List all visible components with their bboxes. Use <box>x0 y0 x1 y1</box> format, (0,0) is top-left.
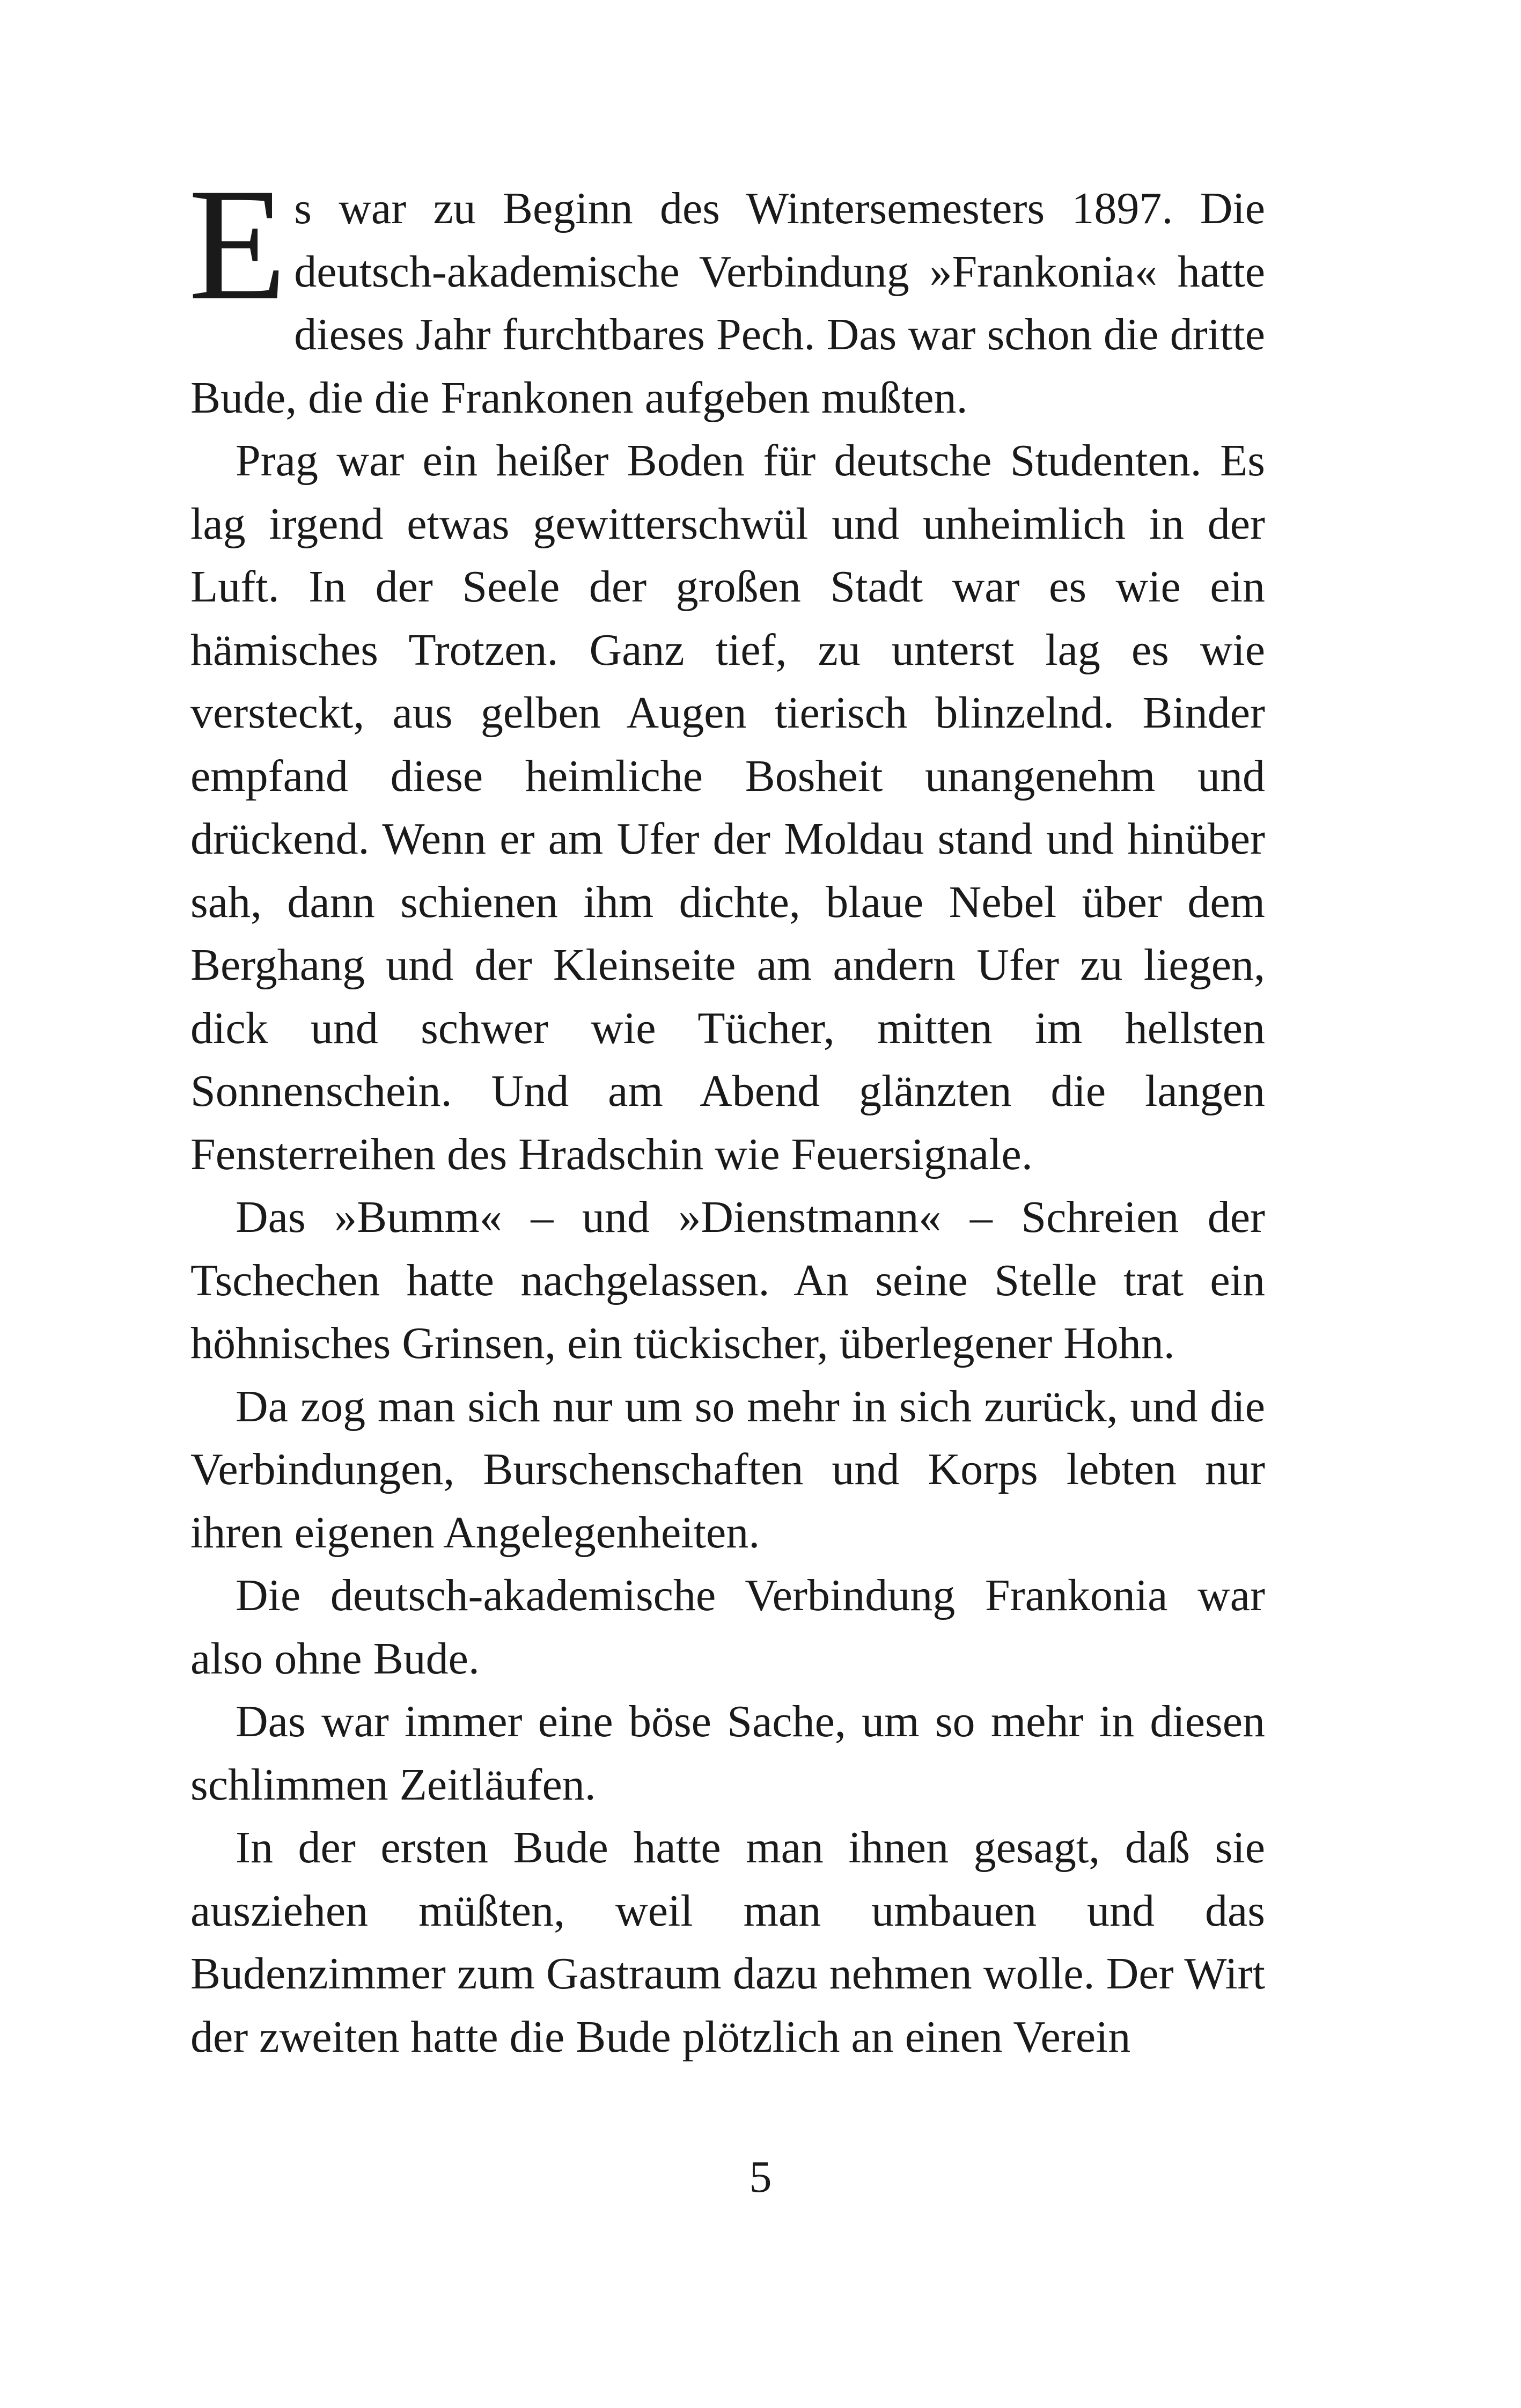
paragraph-6: Das war immer eine böse Sache, um so mehr in diesen schlimmen Zeitläufen. <box>190 1697 1265 1810</box>
page-number: 5 <box>749 2152 772 2202</box>
paragraph-4: Da zog man sich nur um so mehr in sich zurück, und die Verbindungen, Burschenschaften und Korps lebten nur ihren eigenen Angelegenheiten. <box>190 1381 1265 1558</box>
paragraph-7: In der ersten Bude hatte man ihnen gesagt, daß sie ausziehen müßten, weil man umbauen und das Budenzimmer zum Gastraum dazu nehmen wolle. Der Wirt der zweiten hatte die Bude plötzlich an einen Verein <box>190 1823 1265 2062</box>
body-text <box>188 155 1265 2068</box>
paragraph-5: Die deutsch-akademische Verbindung Frankonia war also ohne Bude. <box>190 1570 1265 1684</box>
paragraph-1 <box>188 155 1265 429</box>
paragraph-1-text: s war zu Beginn des Wintersemesters 1897. Die deutsch-akademische Verbindung »Frankonia« hatte dieses Jahr furchtbares Pech. Das war schon die dritte Bude, die die Frankonen aufgeben mußten. <box>190 183 1265 423</box>
paragraph-2: Prag war ein heißer Boden für deutsche Studenten. Es lag irgend etwas gewitterschwül und unheimlich in der Luft. In der Seele der großen Stadt war es wie ein hämisches Trotzen. Ganz tief, zu unterst lag es wie versteckt, aus gelben Augen tierisch blinzelnd. Binder empfand diese heimliche Bosheit unangenehm und drückend. Wenn er am Ufer der Moldau stand und hinüber sah, dann schienen ihm dichte, blaue Nebel über dem Berghang und der Kleinseite am andern Ufer zu liegen, dick und schwer wie Tücher, mitten im hellsten Sonnenschein. Und am Abend glänzten die langen Fensterreihen des Hradschin wie Feuersignale. <box>190 436 1265 1179</box>
paragraph-3: Das »Bumm« – und »Dienstmann« – Schreien der Tschechen hatte nachgelassen. An seine Stelle trat ein höhnisches Grinsen, ein tückischer, überlegener Hohn. <box>190 1192 1265 1368</box>
drop-cap: E <box>188 155 287 333</box>
